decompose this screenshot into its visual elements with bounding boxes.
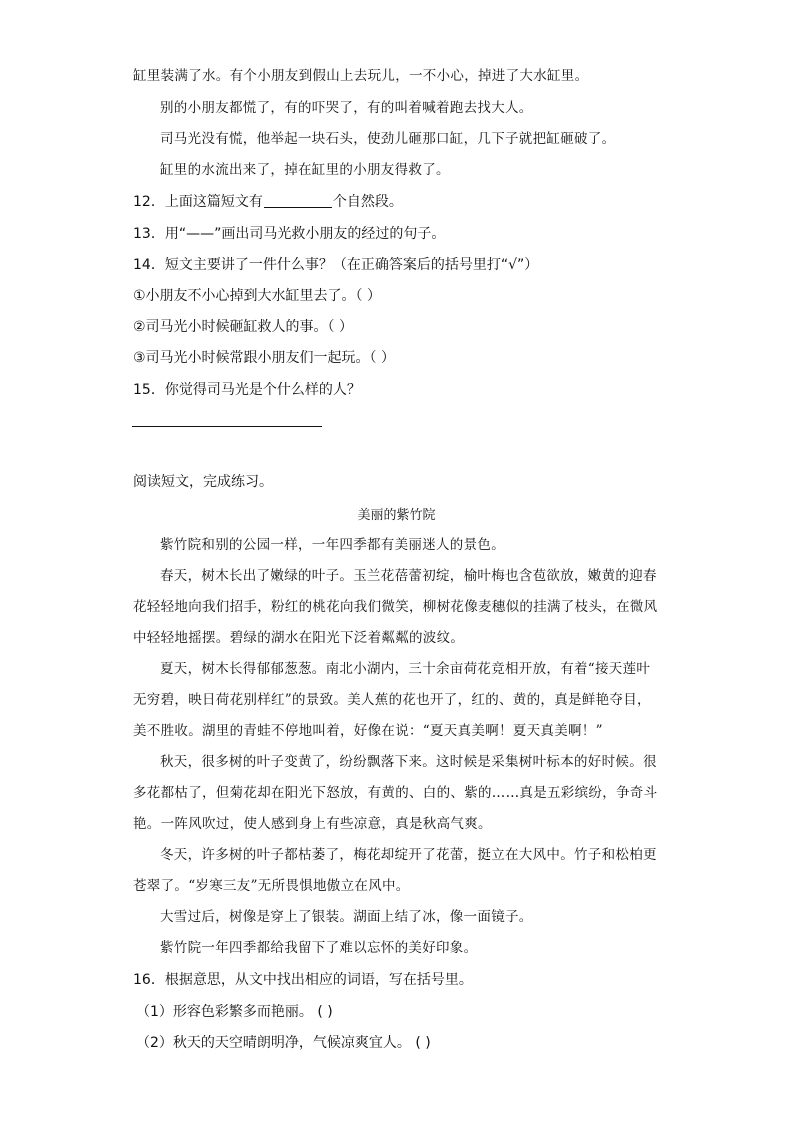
passage2-line-9: 多花都枯了，但菊花却在阳光下怒放，有黄的、白的、紫的……真是五彩缤纷，争奇斗: [133, 785, 658, 801]
question-12-suffix: 个自然段。: [332, 194, 403, 210]
passage2-line-10: 艳。一阵风吹过，使人感到身上有些凉意，真是秋高气爽。: [133, 816, 492, 832]
question-16: 16．根据意思，从文中找出相应的词语，写在括号里。: [133, 972, 473, 988]
passage2-line-2: 春天，树木长出了嫩绿的叶子。玉兰花蓓蕾初绽，榆叶梅也含苞欲放，嫩黄的迎春: [160, 568, 657, 584]
question-16-item-2[interactable]: （2）秋天的天空晴朗明净，气候凉爽宜人。 ( ): [136, 1035, 431, 1051]
question-14-option-1[interactable]: ①小朋友不小心掉到大水缸里去了。（ ）: [133, 288, 381, 304]
question-14-option-3[interactable]: ③司马光小时候常跟小朋友们一起玩。（ ）: [133, 350, 395, 366]
passage1-line-2: 别的小朋友都慌了，有的吓哭了，有的叫着喊着跑去找大人。: [160, 100, 533, 116]
passage2-title: 美丽的紫竹院: [357, 508, 436, 523]
question-15: 15．你觉得司马光是个什么样的人？: [133, 382, 361, 398]
passage2-line-4: 中轻轻地摇摆。碧绿的湖水在阳光下泛着粼粼的波纹。: [133, 630, 465, 646]
question-15-answer-line[interactable]: [132, 426, 322, 427]
passage2-line-8: 秋天，很多树的叶子变黄了，纷纷飘落下来。这时候是采集树叶标本的好时候。很: [160, 754, 657, 770]
question-12-prefix: 12．上面这篇短文有: [133, 194, 263, 210]
passage1-line-3: 司马光没有慌，他举起一块石头，使劲儿砸那口缸，几下子就把缸砸破了。: [160, 131, 616, 147]
question-14-option-2[interactable]: ②司马光小时候砸缸救人的事。（ ）: [133, 319, 354, 335]
passage2-line-5: 夏天，树木长得郁郁葱葱。南北小湖内，三十余亩荷花竞相开放，有着“接天莲叶: [160, 661, 651, 677]
passage2-line-6: 无穷碧，映日荷花别样红”的景致。美人蕉的花也开了，红的、黄的，真是鲜艳夺目，: [133, 692, 651, 708]
section2-instruction: 阅读短文，完成练习。: [133, 474, 273, 490]
passage2-line-3: 花轻轻地向我们招手，粉红的桃花向我们微笑，柳树花像麦穗似的挂满了枝头，在微风: [133, 599, 658, 615]
passage1-line-1: 缸里装满了水。有个小朋友到假山上去玩儿，一不小心，掉进了大水缸里。: [133, 68, 589, 84]
question-12: [133, 192, 403, 212]
passage2-line-13: 大雪过后，树像是穿上了银装。湖面上结了冰，像一面镜子。: [160, 909, 533, 925]
question-12-blank[interactable]: [264, 193, 332, 208]
passage2-line-1: 紫竹院和别的公园一样，一年四季都有美丽迷人的景色。: [160, 537, 505, 553]
passage2-line-7: 美不胜收。湖里的青蛙不停地叫着，好像在说：“夏天真美啊！夏天真美啊！”: [133, 723, 603, 739]
question-14: 14．短文主要讲了一件什么事？（在正确答案后的括号里打“√”）: [133, 257, 539, 273]
passage2-line-14: 紫竹院一年四季都给我留下了难以忘怀的美好印象。: [160, 940, 478, 956]
passage2-line-11: 冬天，许多树的叶子都枯萎了，梅花却绽开了花蕾，挺立在大风中。竹子和松柏更: [160, 847, 657, 863]
question-16-item-1[interactable]: （1）形容色彩繁多而艳丽。 ( ): [136, 1004, 333, 1020]
passage1-line-4: 缸里的水流出来了，掉在缸里的小朋友得救了。: [160, 162, 450, 178]
passage2-line-12: 苍翠了。“岁寒三友”无所畏惧地傲立在风中。: [133, 878, 410, 894]
question-13: 13．用“——”画出司马光救小朋友的经过的句子。: [133, 226, 446, 242]
